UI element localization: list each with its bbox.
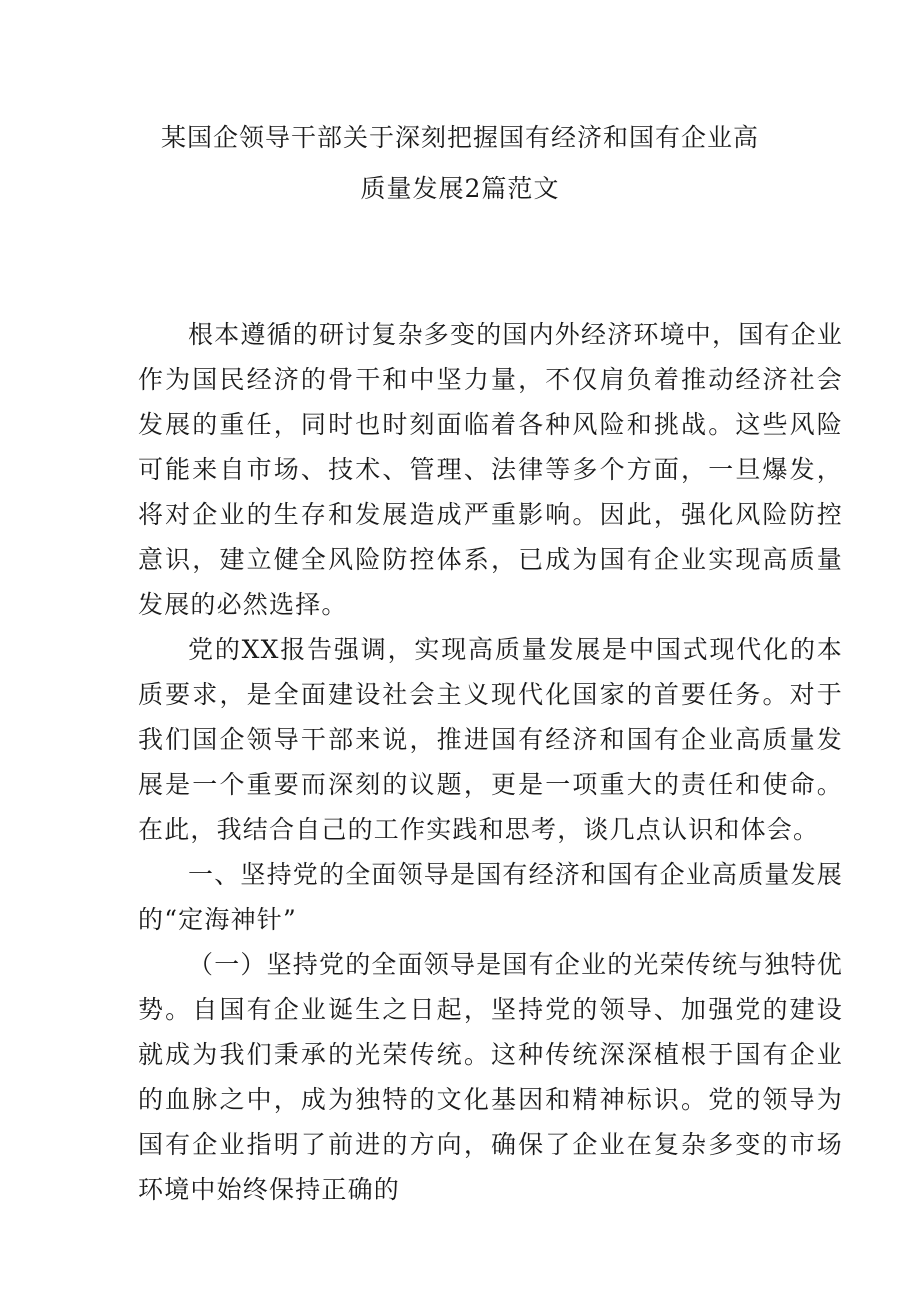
- document-title-line-2: 质量发展2篇范文: [360, 174, 560, 203]
- document-body: [138, 312, 843, 1212]
- section-heading-1: 一、坚持党的全面领导是国有经济和国有企业高质量发展的“定海神针”: [138, 860, 844, 934]
- subsection-paragraph-1: （一）坚持党的全面领导是国有企业的光荣传统与独特优势。自国有企业诞生之日起，坚持党的领导、加强党的建设就成为我们秉承的光荣传统。这种传统深深植根于国有企业的血脉之中，成为独特的文化基因和精神标识。党的领导为国有企业指明了前进的方向，确保了企业在复杂多变的市场环境中始终保持正确的: [138, 950, 844, 1204]
- document-title-line-1: 某国企领导干部关于深刻把握国有经济和国有企业高: [160, 123, 759, 152]
- paragraph-intro: 根本遵循的研讨复杂多变的国内外经济环境中，国有企业作为国民经济的骨干和中坚力量，不仅肩负着推动经济社会发展的重任，同时也时刻面临着各种风险和挑战。这些风险可能来自市场、技术、管理、法律等多个方面，一旦爆发，将对企业的生存和发展造成严重影响。因此，强化风险防控意识，建立健全风险防控体系，已成为国有企业实现高质量发展的必然选择。: [138, 320, 844, 619]
- paragraph-report: 党的XX报告强调，实现高质量发展是中国式现代化的本质要求，是全面建设社会主义现代化国家的首要任务。对于我们国企领导干部来说，推进国有经济和国有企业高质量发展是一个重要而深刻的议题，更是一项重大的责任和使命。在此，我结合自己的工作实践和思考，谈几点认识和体会。: [138, 635, 843, 844]
